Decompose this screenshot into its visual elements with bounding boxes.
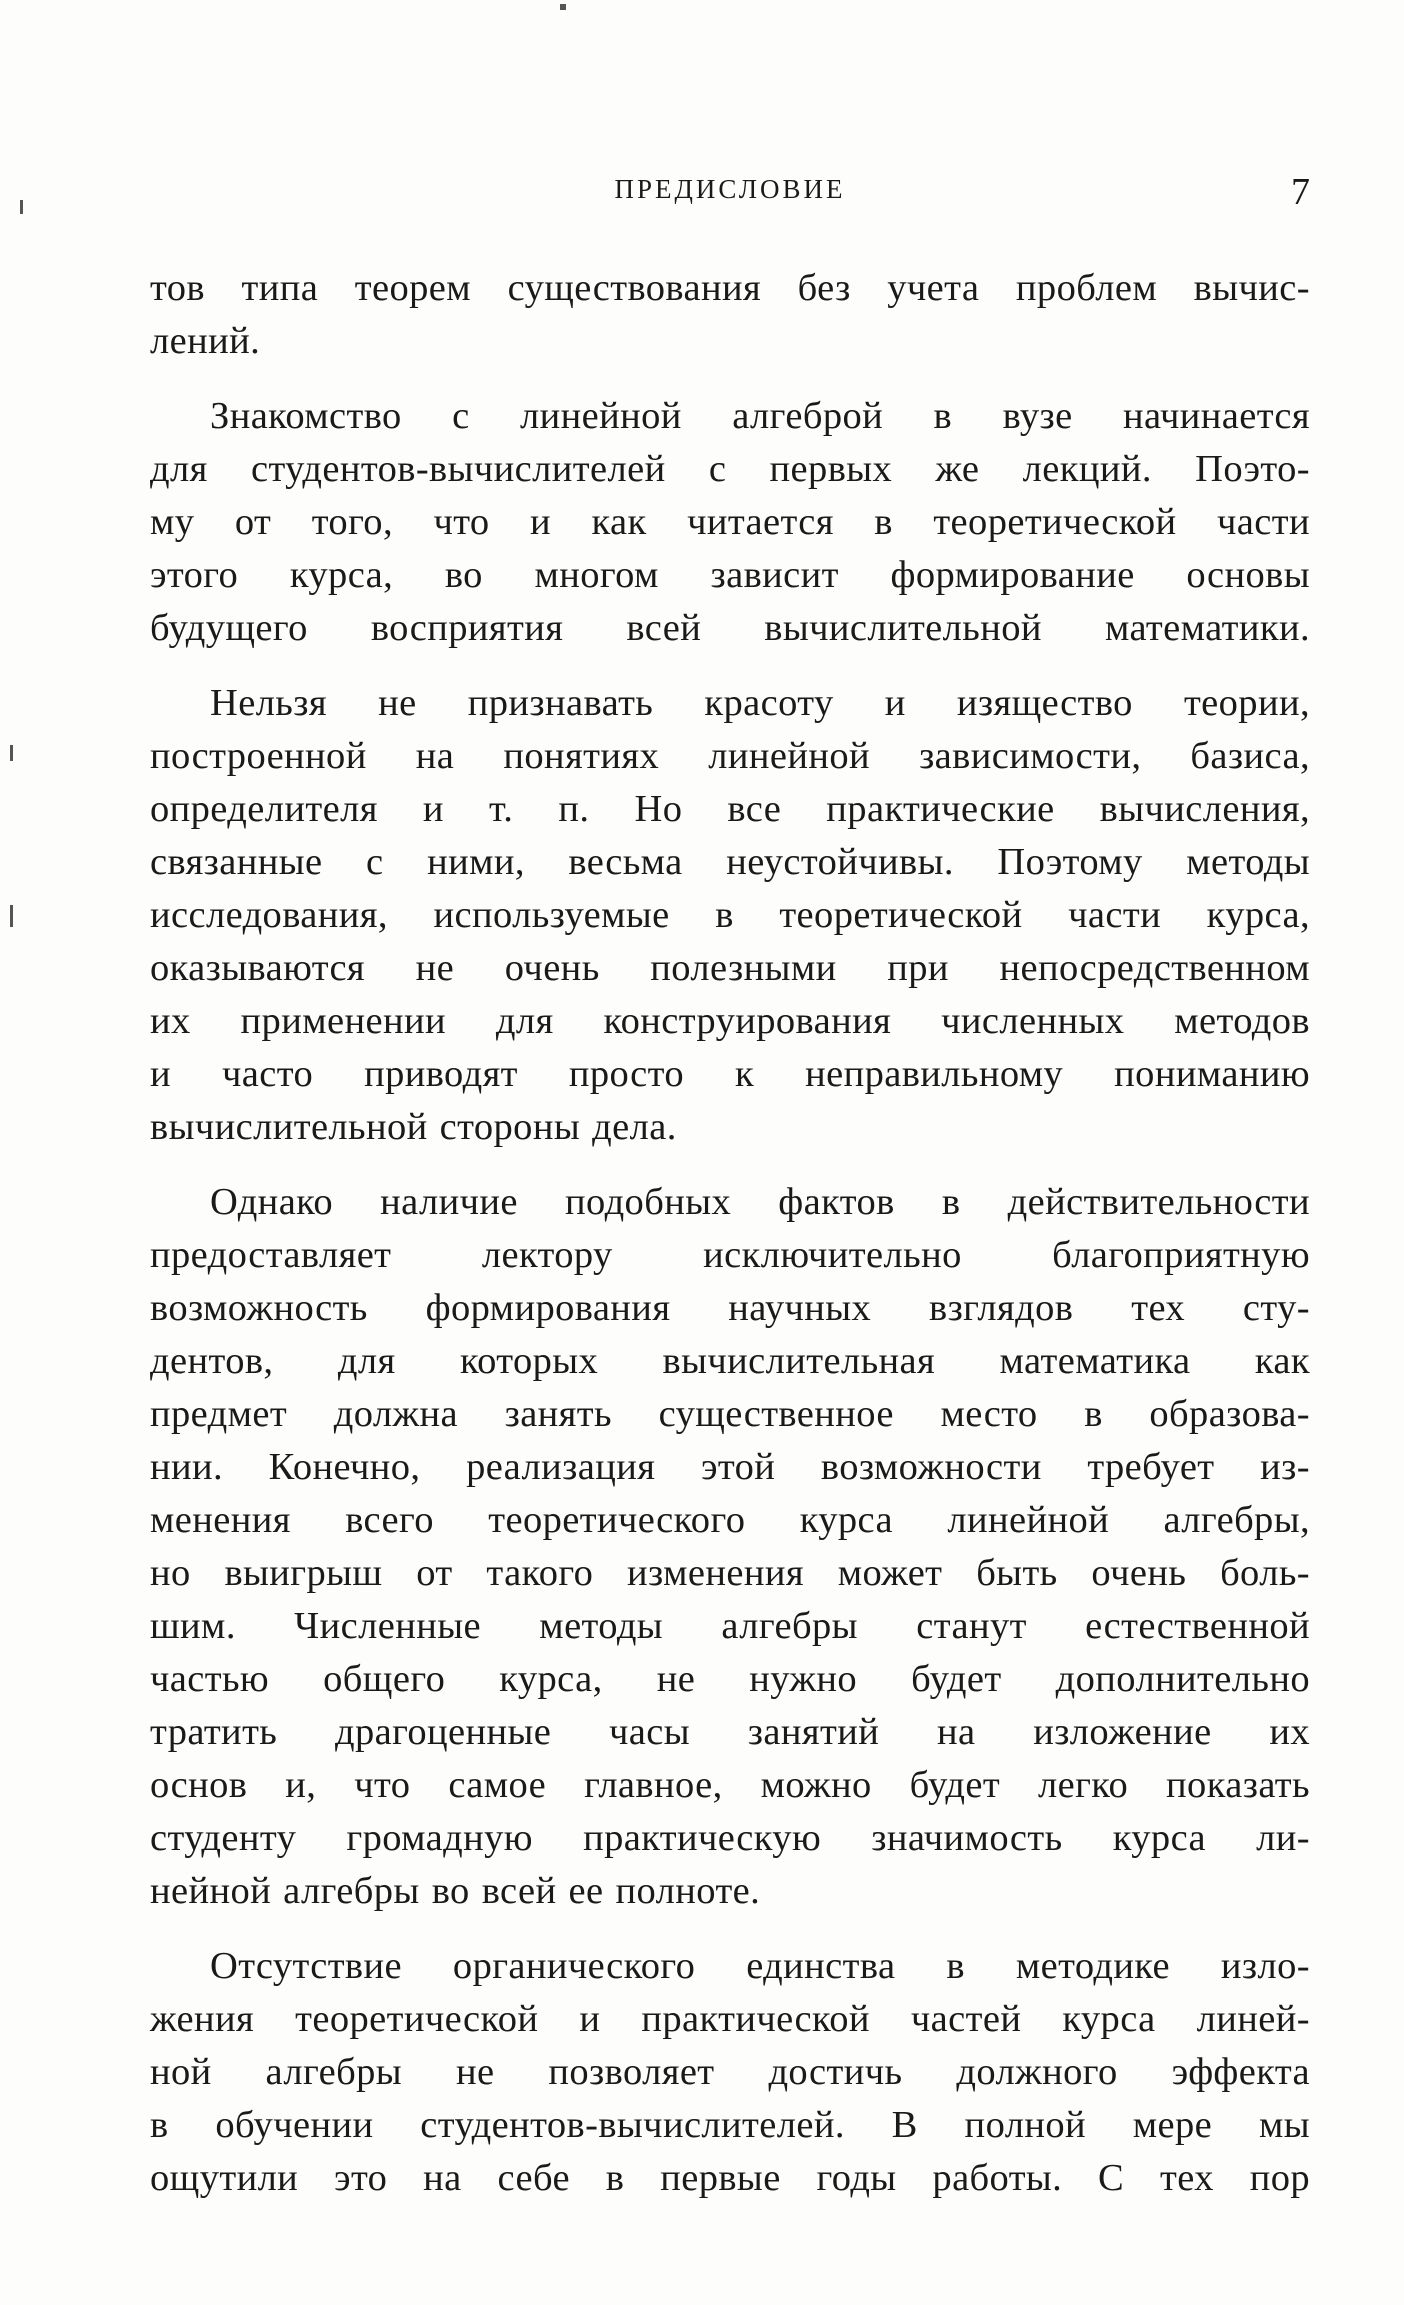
text-line: возможность формирования научных взглядов тех сту- xyxy=(150,1287,1310,1329)
text-line: будущего восприятия всей вычислительной математики. xyxy=(150,607,1310,649)
text-line: лений. xyxy=(150,320,261,362)
text-line: вычислительной стороны дела. xyxy=(150,1106,677,1148)
text-line: и часто приводят просто к неправильному пониманию xyxy=(150,1053,1310,1095)
text-line: для студентов-вычислителей с первых же лекций. Поэто- xyxy=(150,448,1310,490)
text-line: основ и, что самое главное, можно будет легко показать xyxy=(150,1764,1310,1806)
text-line: их применении для конструирования численных методов xyxy=(150,1000,1310,1042)
text-line: в обучении студентов-вычислителей. В полной мере мы xyxy=(150,2104,1310,2146)
text-line: оказываются не очень полезными при непосредственном xyxy=(150,947,1310,989)
paragraph xyxy=(150,262,1310,368)
paragraph xyxy=(150,677,1310,1154)
text-line: но выигрыш от такого изменения может быть очень боль- xyxy=(150,1552,1310,1594)
text-line: Отсутствие органического единства в методике изло- xyxy=(210,1945,1310,1987)
text-line: частью общего курса, не нужно будет дополнительно xyxy=(150,1658,1310,1700)
text-line: Нельзя не признавать красоту и изящество теории, xyxy=(210,682,1310,724)
running-head xyxy=(150,170,1310,230)
text-line: нейной алгебры во всей ее полноте. xyxy=(150,1870,761,1912)
paragraph xyxy=(150,390,1310,655)
text-line: предоставляет лектору исключительно благоприятную xyxy=(150,1234,1310,1276)
scan-speck xyxy=(10,745,13,761)
scan-speck xyxy=(20,200,23,214)
paragraph xyxy=(150,1176,1310,1918)
text-line: жения теоретической и практической частей курса линей- xyxy=(150,1998,1310,2040)
text-line: определителя и т. п. Но все практические вычисления, xyxy=(150,788,1310,830)
text-line: предмет должна занять существенное место в образова- xyxy=(150,1393,1310,1435)
text-line: шим. Численные методы алгебры станут естественной xyxy=(150,1605,1310,1647)
text-line: тратить драгоценные часы занятий на изложение их xyxy=(150,1711,1310,1753)
text-line: нии. Конечно, реализация этой возможности требует из- xyxy=(150,1446,1310,1488)
paragraph xyxy=(150,1940,1310,2205)
scan-speck xyxy=(10,905,13,927)
text-line: ной алгебры не позволяет достичь должного эффекта xyxy=(150,2051,1310,2093)
text-line: связанные с ними, весьма неустойчивы. Поэтому методы xyxy=(150,841,1310,883)
body-text xyxy=(150,262,1310,2227)
text-line: дентов, для которых вычислительная математика как xyxy=(150,1340,1310,1382)
text-line: му от того, что и как читается в теоретической части xyxy=(150,501,1310,543)
text-line: Знакомство с линейной алгеброй в вузе начинается xyxy=(210,395,1310,437)
text-line: этого курса, во многом зависит формирование основы xyxy=(150,554,1310,596)
text-line: ощутили это на себе в первые годы работы. С тех пор xyxy=(150,2157,1310,2199)
text-line: Однако наличие подобных фактов в действительности xyxy=(210,1181,1310,1223)
running-title: ПРЕДИСЛОВИЕ xyxy=(614,174,846,204)
text-line: тов типа теорем существования без учета проблем вычис- xyxy=(150,267,1310,309)
text-line: менения всего теоретического курса линейной алгебры, xyxy=(150,1499,1310,1541)
text-line: исследования, используемые в теоретической части курса, xyxy=(150,894,1310,936)
page-number: 7 xyxy=(1291,171,1310,213)
scan-speck xyxy=(560,4,566,10)
text-line: построенной на понятиях линейной зависимости, базиса, xyxy=(150,735,1310,777)
text-line: студенту громадную практическую значимость курса ли- xyxy=(150,1817,1310,1859)
